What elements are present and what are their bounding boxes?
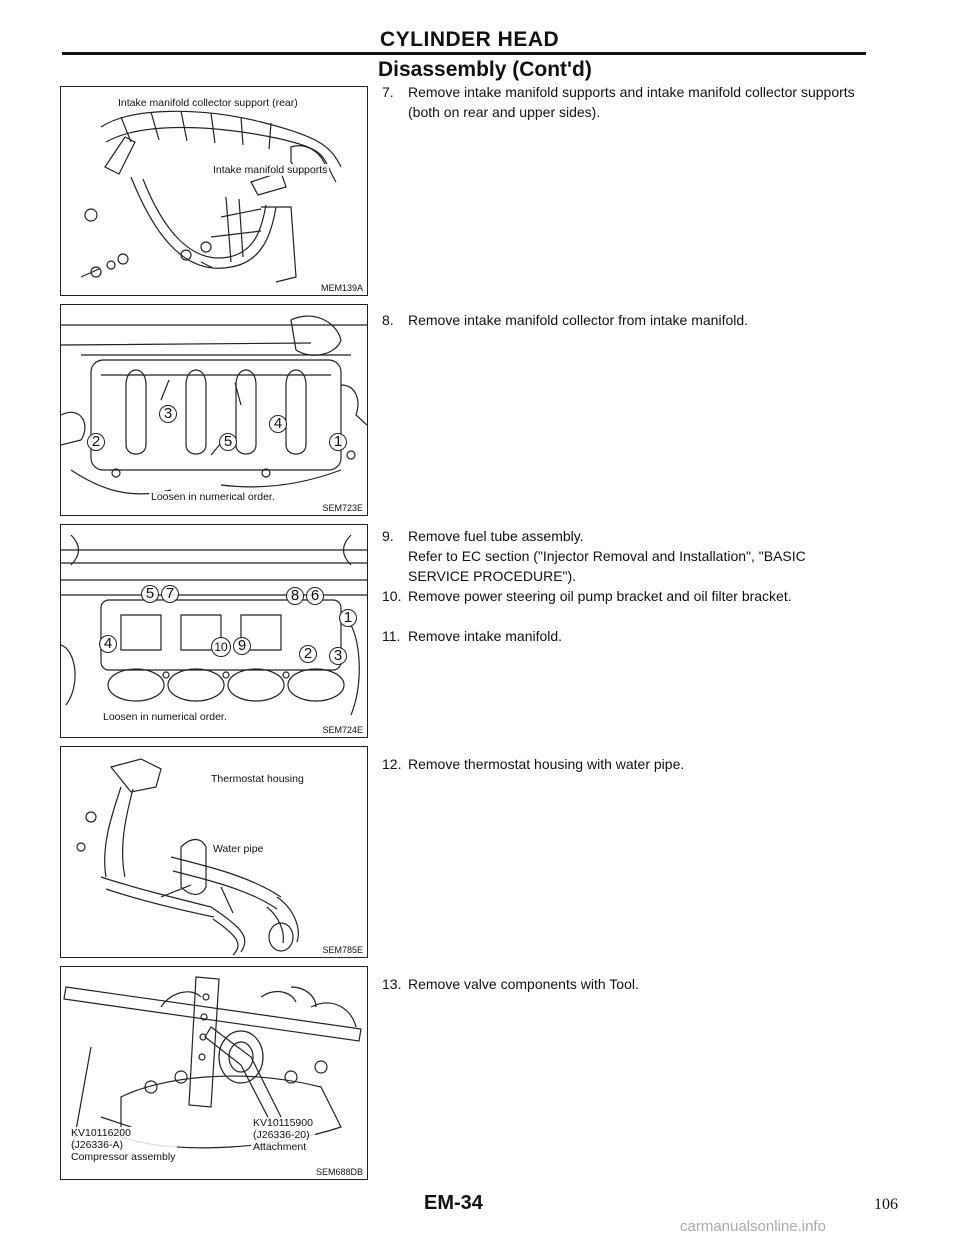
step-text: Remove intake manifold supports and intake manifold collector supports (both on rear and upper sides). bbox=[408, 84, 855, 120]
step-number: 8. bbox=[382, 312, 394, 328]
step-12 bbox=[382, 754, 862, 774]
step-13 bbox=[382, 974, 862, 994]
step-number: 10. bbox=[382, 588, 402, 604]
step-text: Remove valve components with Tool. bbox=[408, 976, 639, 992]
step-number: 13. bbox=[382, 976, 402, 992]
nut-number-2: 2 bbox=[299, 645, 317, 663]
nut-number-8: 8 bbox=[286, 587, 304, 605]
figure-collector-bolts bbox=[60, 304, 368, 516]
bolt-number-2: 2 bbox=[87, 433, 105, 451]
watermark: carmanualsonline.info bbox=[680, 1218, 826, 1235]
nut-number-4: 4 bbox=[99, 635, 117, 653]
step-text: Remove fuel tube assembly. Refer to EC section ("Injector Removal and Installation", "BASIC SERVICE PROCEDURE"). bbox=[408, 528, 806, 584]
label-loosen-order: Loosen in numerical order. bbox=[151, 491, 275, 503]
step-number: 11. bbox=[382, 628, 401, 644]
bolt-number-4: 4 bbox=[269, 415, 287, 433]
figure-thermostat-housing bbox=[60, 746, 368, 958]
nut-number-10: 10 bbox=[211, 637, 231, 657]
step-text: Remove intake manifold collector from intake manifold. bbox=[408, 312, 749, 328]
step-text: Remove thermostat housing with water pipe. bbox=[408, 756, 685, 772]
section-title: CYLINDER HEAD bbox=[380, 28, 560, 51]
step-7 bbox=[382, 82, 862, 122]
nut-number-9: 9 bbox=[233, 637, 251, 655]
nut-number-5: 5 bbox=[141, 585, 159, 603]
bolt-number-1: 1 bbox=[329, 433, 347, 451]
label-attachment-tool: KV10115900 (J26336-20) Attachment bbox=[253, 1117, 313, 1153]
step-text: Remove intake manifold. bbox=[408, 628, 563, 644]
figure-code: SEM688DB bbox=[315, 1167, 363, 1177]
step-text: Remove power steering oil pump bracket and oil filter bracket. bbox=[408, 588, 792, 604]
page-code: EM-34 bbox=[424, 1192, 483, 1214]
collector-bolts-illustration bbox=[61, 305, 367, 515]
title-rule bbox=[62, 52, 866, 55]
step-8 bbox=[382, 310, 862, 330]
nut-number-3: 3 bbox=[329, 647, 347, 665]
label-intake-supports: Intake manifold supports bbox=[213, 164, 328, 176]
step-number: 12. bbox=[382, 756, 402, 772]
nut-number-7: 7 bbox=[161, 585, 179, 603]
figure-code: SEM785E bbox=[322, 945, 363, 955]
nut-number-6: 6 bbox=[306, 587, 324, 605]
section-subtitle: Disassembly (Cont'd) bbox=[378, 58, 592, 81]
label-collector-support: Intake manifold collector support (rear) bbox=[118, 97, 298, 109]
step-11 bbox=[382, 626, 862, 646]
figure-code: MEM139A bbox=[320, 283, 363, 293]
figure-manifold-nuts bbox=[60, 524, 368, 738]
step-number: 7. bbox=[382, 84, 394, 100]
label-water-pipe: Water pipe bbox=[213, 843, 264, 855]
figure-intake-supports bbox=[60, 86, 368, 296]
step-10 bbox=[382, 586, 862, 606]
bolt-number-5: 5 bbox=[219, 433, 237, 451]
page-number: 106 bbox=[874, 1196, 898, 1213]
bolt-number-3: 3 bbox=[159, 405, 177, 423]
figure-code: SEM724E bbox=[322, 725, 363, 735]
label-loosen-order: Loosen in numerical order. bbox=[103, 711, 227, 723]
label-compressor-tool: KV10116200 (J26336-A) Compressor assembly bbox=[71, 1127, 176, 1163]
figure-valve-tool bbox=[60, 966, 368, 1180]
step-9 bbox=[382, 526, 862, 586]
intake-supports-illustration bbox=[61, 87, 367, 295]
label-thermostat-housing: Thermostat housing bbox=[211, 773, 304, 785]
manifold-nuts-illustration bbox=[61, 525, 367, 737]
step-number: 9. bbox=[382, 528, 394, 544]
nut-number-1: 1 bbox=[339, 609, 357, 627]
figure-code: SEM723E bbox=[322, 503, 363, 513]
